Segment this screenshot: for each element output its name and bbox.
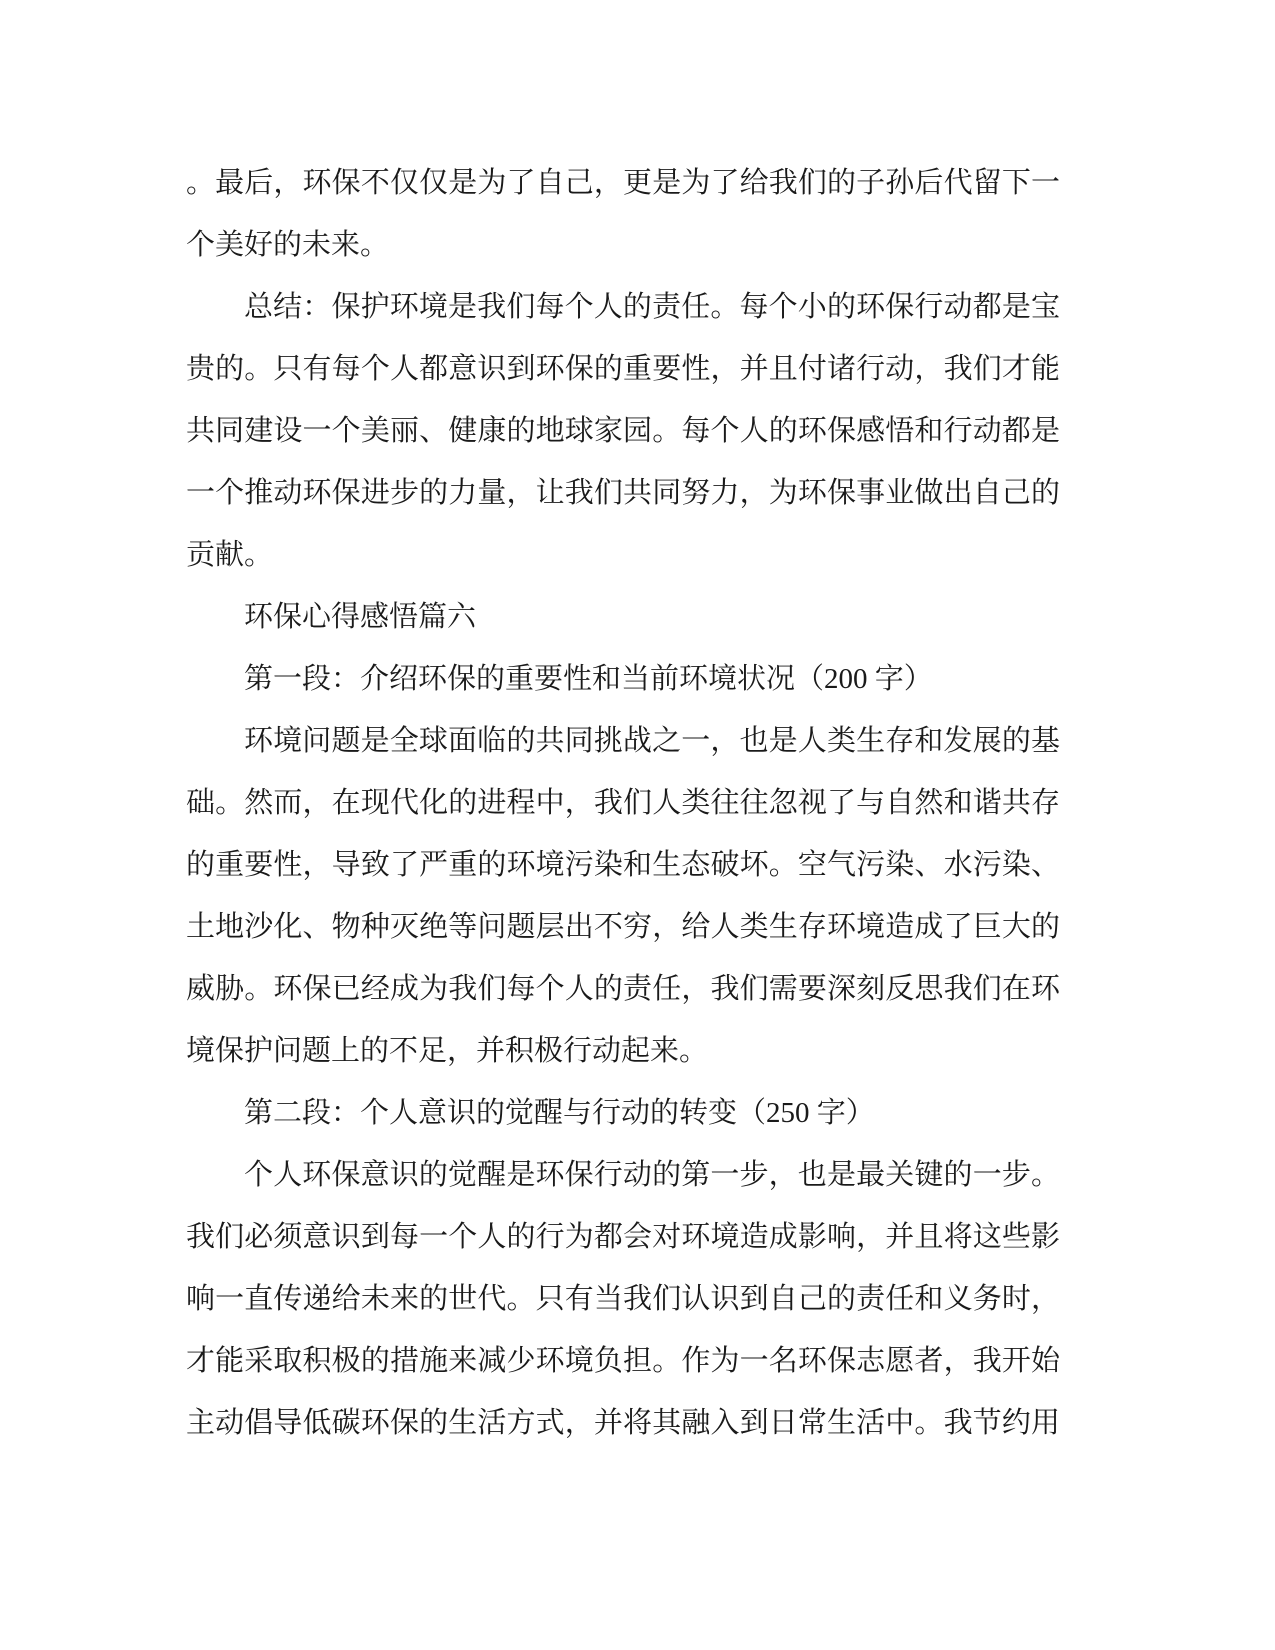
text-line: 境保护问题上的不足，并积极行动起来。 xyxy=(186,1035,709,1067)
text-line: 威胁。环保已经成为我们每个人的责任，我们需要深刻反思我们在环 xyxy=(186,973,1060,1005)
text-block xyxy=(186,152,1060,1454)
text-line: 础。然而，在现代化的进程中，我们人类往往忽视了与自然和谐共存 xyxy=(186,787,1060,819)
text-line: 个美好的未来。 xyxy=(186,229,390,261)
text-line: 环保心得感悟篇六 xyxy=(244,601,477,633)
text-line: 个人环保意识的觉醒是环保行动的第一步，也是最关键的一步。 xyxy=(244,1159,1060,1191)
text-line: 环境问题是全球面临的共同挑战之一，也是人类生存和发展的基 xyxy=(244,725,1060,757)
text-line: 共同建设一个美丽、健康的地球家园。每个人的环保感悟和行动都是 xyxy=(186,415,1060,447)
text-line: 总结：保护环境是我们每个人的责任。每个小的环保行动都是宝 xyxy=(244,291,1060,323)
text-line: 。最后，环保不仅仅是为了自己，更是为了给我们的子孙后代留下一 xyxy=(186,167,1060,199)
text-line: 贡献。 xyxy=(186,539,274,571)
text-line: 一个推动环保进步的力量，让我们共同努力，为环保事业做出自己的 xyxy=(186,477,1060,509)
text-line: 响一直传递给未来的世代。只有当我们认识到自己的责任和义务时， xyxy=(186,1283,1060,1315)
text-line: 土地沙化、物种灭绝等问题层出不穷，给人类生存环境造成了巨大的 xyxy=(186,911,1060,943)
text-line: 第二段：个人意识的觉醒与行动的转变（250 字） xyxy=(244,1097,875,1129)
text-line: 才能采取积极的措施来减少环境负担。作为一名环保志愿者，我开始 xyxy=(186,1345,1060,1377)
text-line: 我们必须意识到每一个人的行为都会对环境造成影响，并且将这些影 xyxy=(186,1221,1060,1253)
text-line: 的重要性，导致了严重的环境污染和生态破坏。空气污染、水污染、 xyxy=(186,849,1060,881)
text-line: 第一段：介绍环保的重要性和当前环境状况（200 字） xyxy=(244,663,933,695)
text-line: 主动倡导低碳环保的生活方式，并将其融入到日常生活中。我节约用 xyxy=(186,1407,1060,1439)
text-line: 贵的。只有每个人都意识到环保的重要性，并且付诸行动，我们才能 xyxy=(186,353,1060,385)
